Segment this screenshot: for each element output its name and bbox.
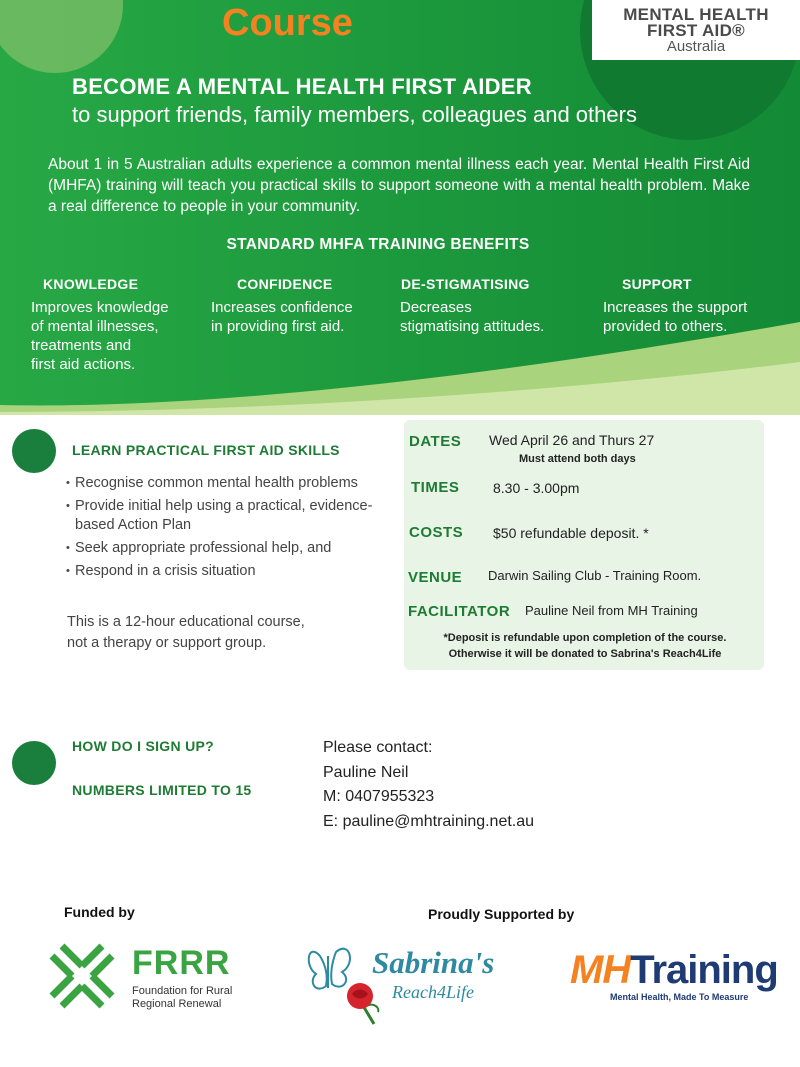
dates-note: Must attend both days: [519, 453, 636, 465]
numbers-limited: NUMBERS LIMITED TO 15: [72, 782, 252, 798]
contact-intro: Please contact:: [323, 739, 433, 756]
mhfa-logo: [592, 0, 800, 60]
section-bullet-circle: [12, 429, 56, 473]
benefit-text-confidence: [211, 298, 353, 336]
benefit-line: provided to others.: [603, 318, 728, 335]
benefit-text-destigmatising: [400, 298, 544, 336]
contact-details: [323, 736, 534, 834]
list-item: • Provide initial help using a practical, evidence-based Action Plan: [66, 497, 386, 535]
list-item: • Recognise common mental health problems: [66, 474, 386, 493]
course-note-line: This is a 12-hour educational course,: [67, 614, 305, 630]
course-note: [67, 612, 387, 654]
headline: BECOME A MENTAL HEALTH FIRST AIDER: [72, 74, 532, 99]
mh-training-tagline: Mental Health, Made To Measure: [610, 992, 749, 1002]
signup-title: HOW DO I SIGN UP?: [72, 738, 214, 754]
benefit-heading-confidence: CONFIDENCE: [237, 276, 333, 292]
costs-label: COSTS: [409, 524, 464, 541]
frrr-line: Foundation for Rural: [132, 985, 233, 997]
contact-email-link[interactable]: E: pauline@mhtraining.net.au: [323, 812, 535, 830]
disclaimer-line: Otherwise it will be donated to Sabrina's Reach4Life: [448, 648, 722, 660]
benefit-line: of mental illnesses,: [31, 318, 159, 335]
benefit-line: Improves knowledge: [31, 299, 169, 316]
frrr-name: FRRR: [132, 944, 231, 982]
benefit-line: in providing first aid.: [211, 318, 345, 335]
facilitator-value: Pauline Neil from MH Training: [525, 603, 698, 618]
contact-name: Pauline Neil: [323, 763, 409, 781]
benefit-line: stigmatising attitudes.: [400, 318, 545, 335]
benefit-line: Decreases: [400, 299, 472, 316]
benefit-text-knowledge: [31, 298, 169, 374]
benefit-text-support: [603, 298, 747, 336]
frrr-logo-icon: [48, 942, 116, 1010]
course-heading: Course: [222, 2, 353, 44]
benefit-heading-knowledge: KNOWLEDGE: [43, 276, 139, 292]
subheadline: to support friends, family members, colleagues and others: [72, 102, 637, 127]
deposit-disclaimer: [410, 630, 760, 662]
skills-list: [66, 474, 386, 585]
benefit-line: treatments and: [31, 337, 132, 354]
dates-value: Wed April 26 and Thurs 27: [489, 432, 655, 448]
sabrina-subtitle: Reach4Life: [392, 982, 474, 1002]
logo-line1: MENTAL HEALTH: [623, 5, 769, 24]
list-item: • Respond in a crisis situation: [66, 562, 386, 581]
mh-logo-part2: Training: [630, 948, 778, 992]
frrr-fullname: [132, 985, 232, 1011]
facilitator-label: FACILITATOR: [408, 603, 511, 620]
times-value: 8.30 - 3.00pm: [493, 480, 580, 496]
logo-line3: Australia: [666, 38, 726, 55]
benefits-title: STANDARD MHFA TRAINING BENEFITS: [226, 236, 530, 253]
logo-line2: FIRST AID®: [646, 21, 745, 40]
benefit-heading-support: SUPPORT: [622, 276, 692, 292]
mh-training-logo: [570, 948, 778, 993]
contact-mobile[interactable]: M: 0407955323: [323, 788, 435, 805]
intro-paragraph: About 1 in 5 Australian adults experience a common mental illness each year. Mental Health First Aid (MHFA) training will teach you practical skills to support someone with a mental health problem. Make a real difference to people in your community.: [48, 156, 750, 215]
benefit-heading-destigmatising: DE-STIGMATISING: [401, 276, 530, 292]
dates-label: DATES: [409, 433, 462, 450]
venue-value: Darwin Sailing Club - Training Room.: [488, 568, 702, 583]
learn-title: LEARN PRACTICAL FIRST AID SKILLS: [72, 442, 340, 458]
supported-by-label: Proudly Supported by: [428, 906, 575, 922]
mh-logo-part1: MH: [570, 948, 631, 992]
sabrina-name: Sabrina's: [372, 945, 495, 980]
frrr-line: Regional Renewal: [132, 998, 222, 1010]
benefit-line: Increases the support: [603, 299, 748, 316]
list-item: • Seek appropriate professional help, and: [66, 539, 386, 558]
benefit-line: first aid actions.: [31, 356, 136, 373]
costs-value: $50 refundable deposit. *: [493, 525, 649, 541]
venue-label: VENUE: [408, 569, 463, 586]
funded-by-label: Funded by: [64, 904, 135, 920]
disclaimer-line: *Deposit is refundable upon completion of the course.: [443, 632, 727, 644]
times-label: TIMES: [411, 479, 460, 496]
section-bullet-circle: [12, 741, 56, 785]
benefit-line: Increases confidence: [211, 299, 353, 316]
course-note-line: not a therapy or support group.: [67, 635, 267, 651]
